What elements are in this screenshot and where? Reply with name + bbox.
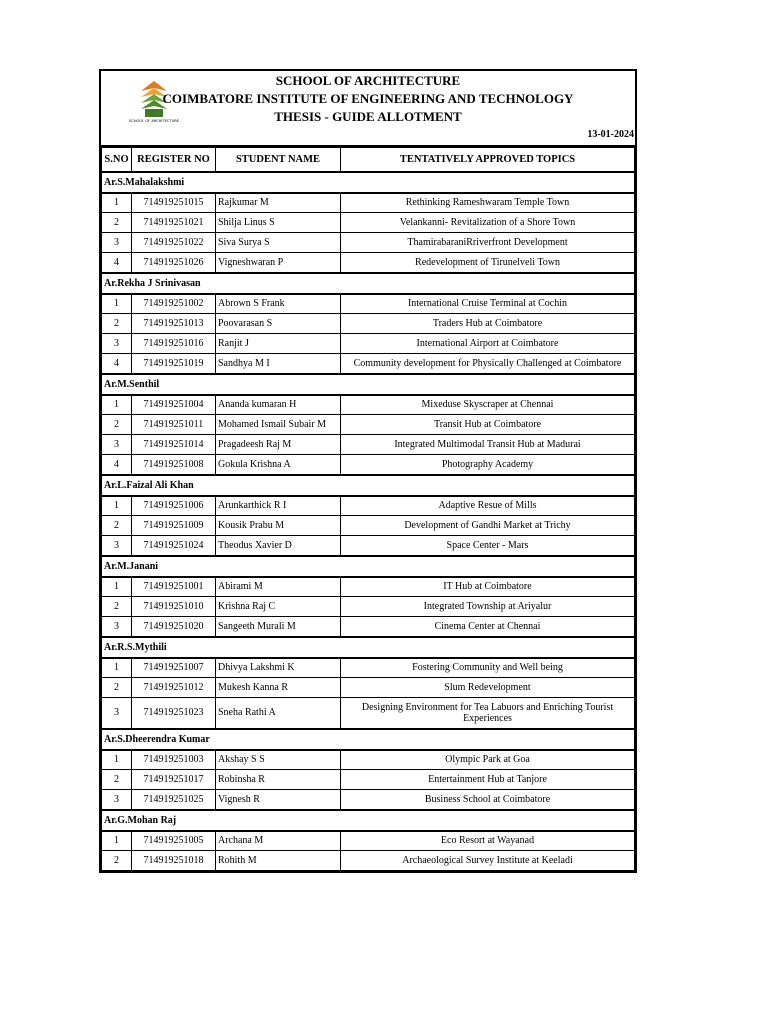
thesis-topic: Designing Environment for Tea Labuors and Enriching Tourist Experiences — [341, 698, 635, 729]
thesis-topic: International Cruise Terminal at Cochin — [341, 294, 635, 314]
guide-name: Ar.M.Senthil — [102, 374, 635, 395]
guide-row — [102, 729, 635, 750]
table-row — [102, 294, 635, 314]
serial-number: 2 — [102, 597, 132, 617]
table-row — [102, 577, 635, 597]
thesis-topic: IT Hub at Coimbatore — [341, 577, 635, 597]
table-row — [102, 435, 635, 455]
serial-number: 4 — [102, 455, 132, 475]
serial-number: 3 — [102, 435, 132, 455]
thesis-topic: Space Center - Mars — [341, 536, 635, 556]
school-name: SCHOOL OF ARCHITECTURE — [275, 73, 461, 88]
student-name: Archana M — [216, 831, 341, 851]
thesis-topic: Adaptive Resue of Mills — [341, 496, 635, 516]
table-row — [102, 831, 635, 851]
student-name: Ananda kumaran H — [216, 395, 341, 415]
allotment-table — [101, 147, 635, 871]
register-number: 714919251022 — [132, 233, 216, 253]
student-name: Mohamed Ismail Subair M — [216, 415, 341, 435]
thesis-topic: Development of Gandhi Market at Trichy — [341, 516, 635, 536]
student-name: Abrown S Frank — [216, 294, 341, 314]
guide-name: Ar.S.Mahalakshmi — [102, 172, 635, 193]
register-number: 714919251006 — [132, 496, 216, 516]
thesis-topic: Traders Hub at Coimbatore — [341, 314, 635, 334]
guide-name: Ar.S.Dheerendra Kumar — [102, 729, 635, 750]
register-number: 714919251005 — [132, 831, 216, 851]
thesis-topic: Olympic Park at Goa — [341, 750, 635, 770]
thesis-topic: Slum Redevelopment — [341, 678, 635, 698]
register-number: 714919251018 — [132, 851, 216, 871]
table-row — [102, 516, 635, 536]
serial-number: 1 — [102, 395, 132, 415]
guide-row — [102, 273, 635, 294]
table-row — [102, 233, 635, 253]
serial-number: 1 — [102, 658, 132, 678]
register-number: 714919251012 — [132, 678, 216, 698]
register-number: 714919251015 — [132, 193, 216, 213]
table-row — [102, 415, 635, 435]
register-number: 714919251002 — [132, 294, 216, 314]
register-number: 714919251021 — [132, 213, 216, 233]
student-name: Shilja Linus S — [216, 213, 341, 233]
thesis-topic: Business School at Coimbatore — [341, 790, 635, 810]
table-row — [102, 750, 635, 770]
guide-name: Ar.Rekha J Srinivasan — [102, 273, 635, 294]
register-number: 714919251007 — [132, 658, 216, 678]
serial-number: 3 — [102, 536, 132, 556]
table-row — [102, 790, 635, 810]
student-name: Sandhya M I — [216, 354, 341, 374]
student-name: Abirami M — [216, 577, 341, 597]
thesis-topic: Entertainment Hub at Tanjore — [341, 770, 635, 790]
register-number: 714919251023 — [132, 698, 216, 729]
serial-number: 4 — [102, 253, 132, 273]
guide-row — [102, 172, 635, 193]
student-name: Rajkumar M — [216, 193, 341, 213]
register-number: 714919251003 — [132, 750, 216, 770]
serial-number: 2 — [102, 415, 132, 435]
table-row — [102, 314, 635, 334]
table-row — [102, 455, 635, 475]
thesis-topic: Velankanni- Revitalization of a Shore Town — [341, 213, 635, 233]
thesis-topic: International Airport at Coimbatore — [341, 334, 635, 354]
student-name: Mukesh Kanna R — [216, 678, 341, 698]
table-row — [102, 193, 635, 213]
column-header-sno: S.NO — [102, 148, 132, 172]
student-name: Dhivya Lakshmi K — [216, 658, 341, 678]
table-row — [102, 617, 635, 637]
column-header-student-name: STUDENT NAME — [216, 148, 341, 172]
student-name: Krishna Raj C — [216, 597, 341, 617]
serial-number: 3 — [102, 334, 132, 354]
serial-number: 1 — [102, 831, 132, 851]
serial-number: 1 — [102, 577, 132, 597]
table-row — [102, 496, 635, 516]
table-row — [102, 354, 635, 374]
serial-number: 1 — [102, 193, 132, 213]
student-name: Sangeeth Murali M — [216, 617, 341, 637]
student-name: Vignesh R — [216, 790, 341, 810]
guide-name: Ar.M.Janani — [102, 556, 635, 577]
register-number: 714919251008 — [132, 455, 216, 475]
table-row — [102, 334, 635, 354]
serial-number: 2 — [102, 516, 132, 536]
serial-number: 3 — [102, 698, 132, 729]
register-number: 714919251025 — [132, 790, 216, 810]
register-number: 714919251019 — [132, 354, 216, 374]
serial-number: 3 — [102, 790, 132, 810]
serial-number: 1 — [102, 294, 132, 314]
student-name: Sneha Rathi A — [216, 698, 341, 729]
serial-number: 3 — [102, 617, 132, 637]
student-name: Gokula Krishna A — [216, 455, 341, 475]
register-number: 714919251010 — [132, 597, 216, 617]
thesis-topic: Eco Resort at Wayanad — [341, 831, 635, 851]
table-row — [102, 698, 635, 729]
register-number: 714919251011 — [132, 415, 216, 435]
serial-number: 2 — [102, 851, 132, 871]
student-name: Kousik Prabu M — [216, 516, 341, 536]
document-title: THESIS - GUIDE ALLOTMENT — [274, 109, 462, 124]
column-header-topics: TENTATIVELY APPROVED TOPICS — [341, 148, 635, 172]
register-number: 714919251016 — [132, 334, 216, 354]
document-date: 13-01-2024 — [587, 129, 634, 140]
serial-number: 2 — [102, 213, 132, 233]
guide-name: Ar.G.Mohan Raj — [102, 810, 635, 831]
thesis-topic: Mixeduse Skyscraper at Chennai — [341, 395, 635, 415]
student-name: Ranjit J — [216, 334, 341, 354]
table-row — [102, 770, 635, 790]
table-row — [102, 851, 635, 871]
student-name: Theodus Xavier D — [216, 536, 341, 556]
guide-row — [102, 810, 635, 831]
register-number: 714919251017 — [132, 770, 216, 790]
serial-number: 2 — [102, 314, 132, 334]
guide-row — [102, 556, 635, 577]
register-number: 714919251014 — [132, 435, 216, 455]
thesis-topic: Integrated Township at Ariyalur — [341, 597, 635, 617]
serial-number: 1 — [102, 496, 132, 516]
student-name: Arunkarthick R I — [216, 496, 341, 516]
serial-number: 2 — [102, 678, 132, 698]
thesis-topic: Photography Academy — [341, 455, 635, 475]
serial-number: 2 — [102, 770, 132, 790]
register-number: 714919251026 — [132, 253, 216, 273]
student-name: Siva Surya S — [216, 233, 341, 253]
allotment-sheet — [99, 69, 637, 873]
register-number: 714919251024 — [132, 536, 216, 556]
thesis-topic: Transit Hub at Coimbatore — [341, 415, 635, 435]
guide-name: Ar.R.S.Mythili — [102, 637, 635, 658]
thesis-topic: Community development for Physically Challenged at Coimbatore — [341, 354, 635, 374]
document-header — [101, 71, 635, 147]
serial-number: 4 — [102, 354, 132, 374]
guide-row — [102, 637, 635, 658]
student-name: Rohith M — [216, 851, 341, 871]
thesis-topic: Redevelopment of Tirunelveli Town — [341, 253, 635, 273]
table-row — [102, 395, 635, 415]
register-number: 714919251013 — [132, 314, 216, 334]
table-row — [102, 536, 635, 556]
student-name: Vigneshwaran P — [216, 253, 341, 273]
register-number: 714919251004 — [132, 395, 216, 415]
register-number: 714919251001 — [132, 577, 216, 597]
allotment-table-body — [102, 172, 635, 871]
serial-number: 1 — [102, 750, 132, 770]
table-row — [102, 213, 635, 233]
table-row — [102, 253, 635, 273]
logo-text: SCHOOL OF ARCHITECTURE — [129, 119, 179, 123]
column-header-register-no: REGISTER NO — [132, 148, 216, 172]
table-row — [102, 597, 635, 617]
thesis-topic: Fostering Community and Well being — [341, 658, 635, 678]
serial-number: 3 — [102, 233, 132, 253]
table-row — [102, 658, 635, 678]
table-row — [102, 678, 635, 698]
guide-name: Ar.L.Faizal Ali Khan — [102, 475, 635, 496]
institute-name: COIMBATORE INSTITUTE OF ENGINEERING AND TECHNOLOGY — [162, 91, 574, 106]
thesis-topic: Integrated Multimodal Transit Hub at Madurai — [341, 435, 635, 455]
student-name: Robinsha R — [216, 770, 341, 790]
table-header-row — [102, 148, 635, 172]
register-number: 714919251009 — [132, 516, 216, 536]
student-name: Pragadeesh Raj M — [216, 435, 341, 455]
register-number: 714919251020 — [132, 617, 216, 637]
guide-row — [102, 475, 635, 496]
thesis-topic: Archaeological Survey Institute at Keeladi — [341, 851, 635, 871]
thesis-topic: ThamirabaraniRriverfront Development — [341, 233, 635, 253]
guide-row — [102, 374, 635, 395]
student-name: Poovarasan S — [216, 314, 341, 334]
student-name: Akshay S S — [216, 750, 341, 770]
thesis-topic: Cinema Center at Chennai — [341, 617, 635, 637]
thesis-topic: Rethinking Rameshwaram Temple Town — [341, 193, 635, 213]
